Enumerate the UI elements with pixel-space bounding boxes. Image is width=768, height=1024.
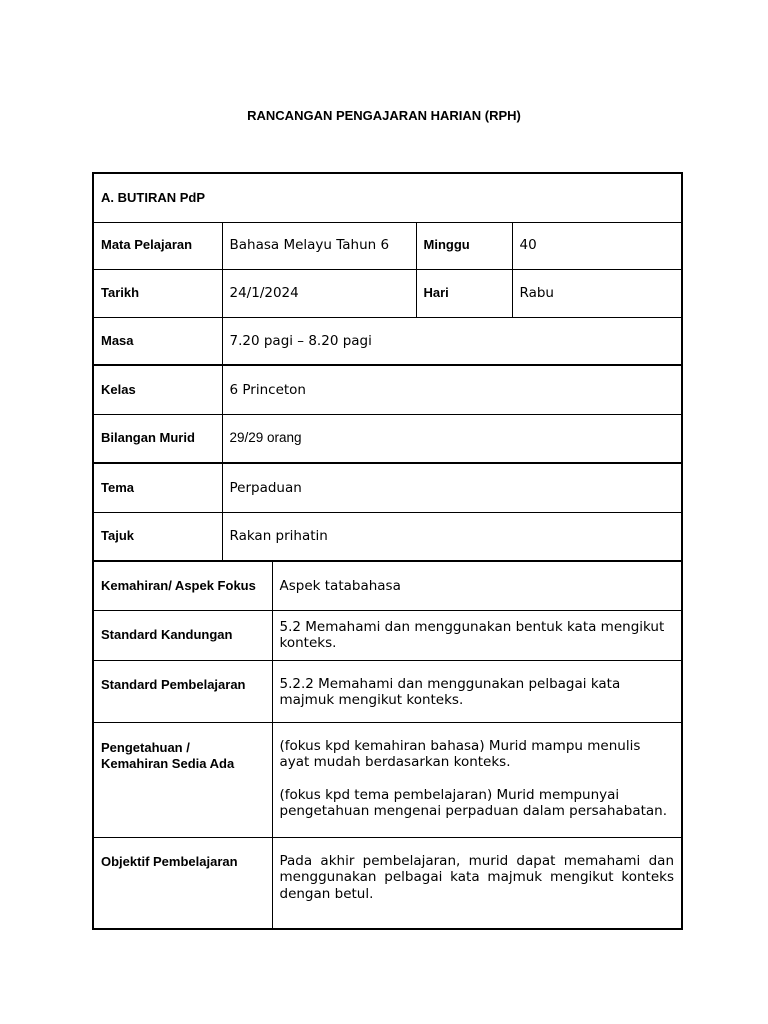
value-kelas: 6 Princeton <box>222 365 682 414</box>
row-masa <box>93 317 682 365</box>
value-tarikh: 24/1/2024 <box>222 269 416 317</box>
row-tajuk <box>93 512 682 561</box>
rph-table <box>92 172 683 930</box>
label-tajuk: Tajuk <box>93 512 222 561</box>
value-minggu: 40 <box>512 222 682 269</box>
pengetahuan-paragraph-1: (fokus kpd kemahiran bahasa) Murid mampu menulis ayat mudah berdasarkan konteks. <box>279 737 641 770</box>
row-objektif <box>93 837 682 929</box>
label-hari: Hari <box>416 269 512 317</box>
row-tarikh <box>93 269 682 317</box>
value-kemahiran: Aspek tatabahasa <box>272 561 682 610</box>
value-bilangan-murid: 29/29 orang <box>222 414 682 463</box>
label-kelas: Kelas <box>93 365 222 414</box>
value-pengetahuan <box>272 722 682 837</box>
label-minggu: Minggu <box>416 222 512 269</box>
value-masa: 7.20 pagi – 8.20 pagi <box>222 317 682 365</box>
label-kemahiran: Kemahiran/ Aspek Fokus <box>93 561 272 610</box>
label-pengetahuan-line1: Pengetahuan / <box>101 739 190 755</box>
row-bilangan-murid <box>93 414 682 463</box>
label-tema: Tema <box>93 463 222 512</box>
section-heading: A. BUTIRAN PdP <box>93 173 682 222</box>
label-pengetahuan <box>93 722 272 837</box>
value-objektif: Pada akhir pembelajaran, murid dapat memahami dan menggunakan pelbagai kata majmuk mengikut konteks dengan betul. <box>272 837 682 929</box>
label-standard-kandungan: Standard Kandungan <box>93 610 272 660</box>
label-masa: Masa <box>93 317 222 365</box>
value-standard-pembelajaran: 5.2.2 Memahami dan menggunakan pelbagai kata majmuk mengikut konteks. <box>272 660 682 722</box>
value-hari: Rabu <box>512 269 682 317</box>
row-mata-pelajaran <box>93 222 682 269</box>
label-standard-pembelajaran: Standard Pembelajaran <box>93 660 272 722</box>
row-standard-kandungan <box>93 610 682 660</box>
section-heading-row <box>93 173 682 222</box>
label-mata-pelajaran: Mata Pelajaran <box>93 222 222 269</box>
label-pengetahuan-line2: Kemahiran Sedia Ada <box>101 756 235 771</box>
row-pengetahuan <box>93 722 682 837</box>
row-kelas <box>93 365 682 414</box>
row-standard-pembelajaran <box>93 660 682 722</box>
value-standard-kandungan: 5.2 Memahami dan menggunakan bentuk kata mengikut konteks. <box>272 610 682 660</box>
label-tarikh: Tarikh <box>93 269 222 317</box>
row-kemahiran <box>93 561 682 610</box>
value-tema: Perpaduan <box>222 463 682 512</box>
pengetahuan-paragraph-2: (fokus kpd tema pembelajaran) Murid mempunyai pengetahuan mengenai perpaduan dalam persahabatan. <box>279 786 667 819</box>
value-mata-pelajaran: Bahasa Melayu Tahun 6 <box>222 222 416 269</box>
page-title: RANCANGAN PENGAJARAN HARIAN (RPH) <box>247 108 521 123</box>
label-bilangan-murid: Bilangan Murid <box>93 414 222 463</box>
row-tema <box>93 463 682 512</box>
label-objektif: Objektif Pembelajaran <box>93 837 272 929</box>
value-tajuk: Rakan prihatin <box>222 512 682 561</box>
